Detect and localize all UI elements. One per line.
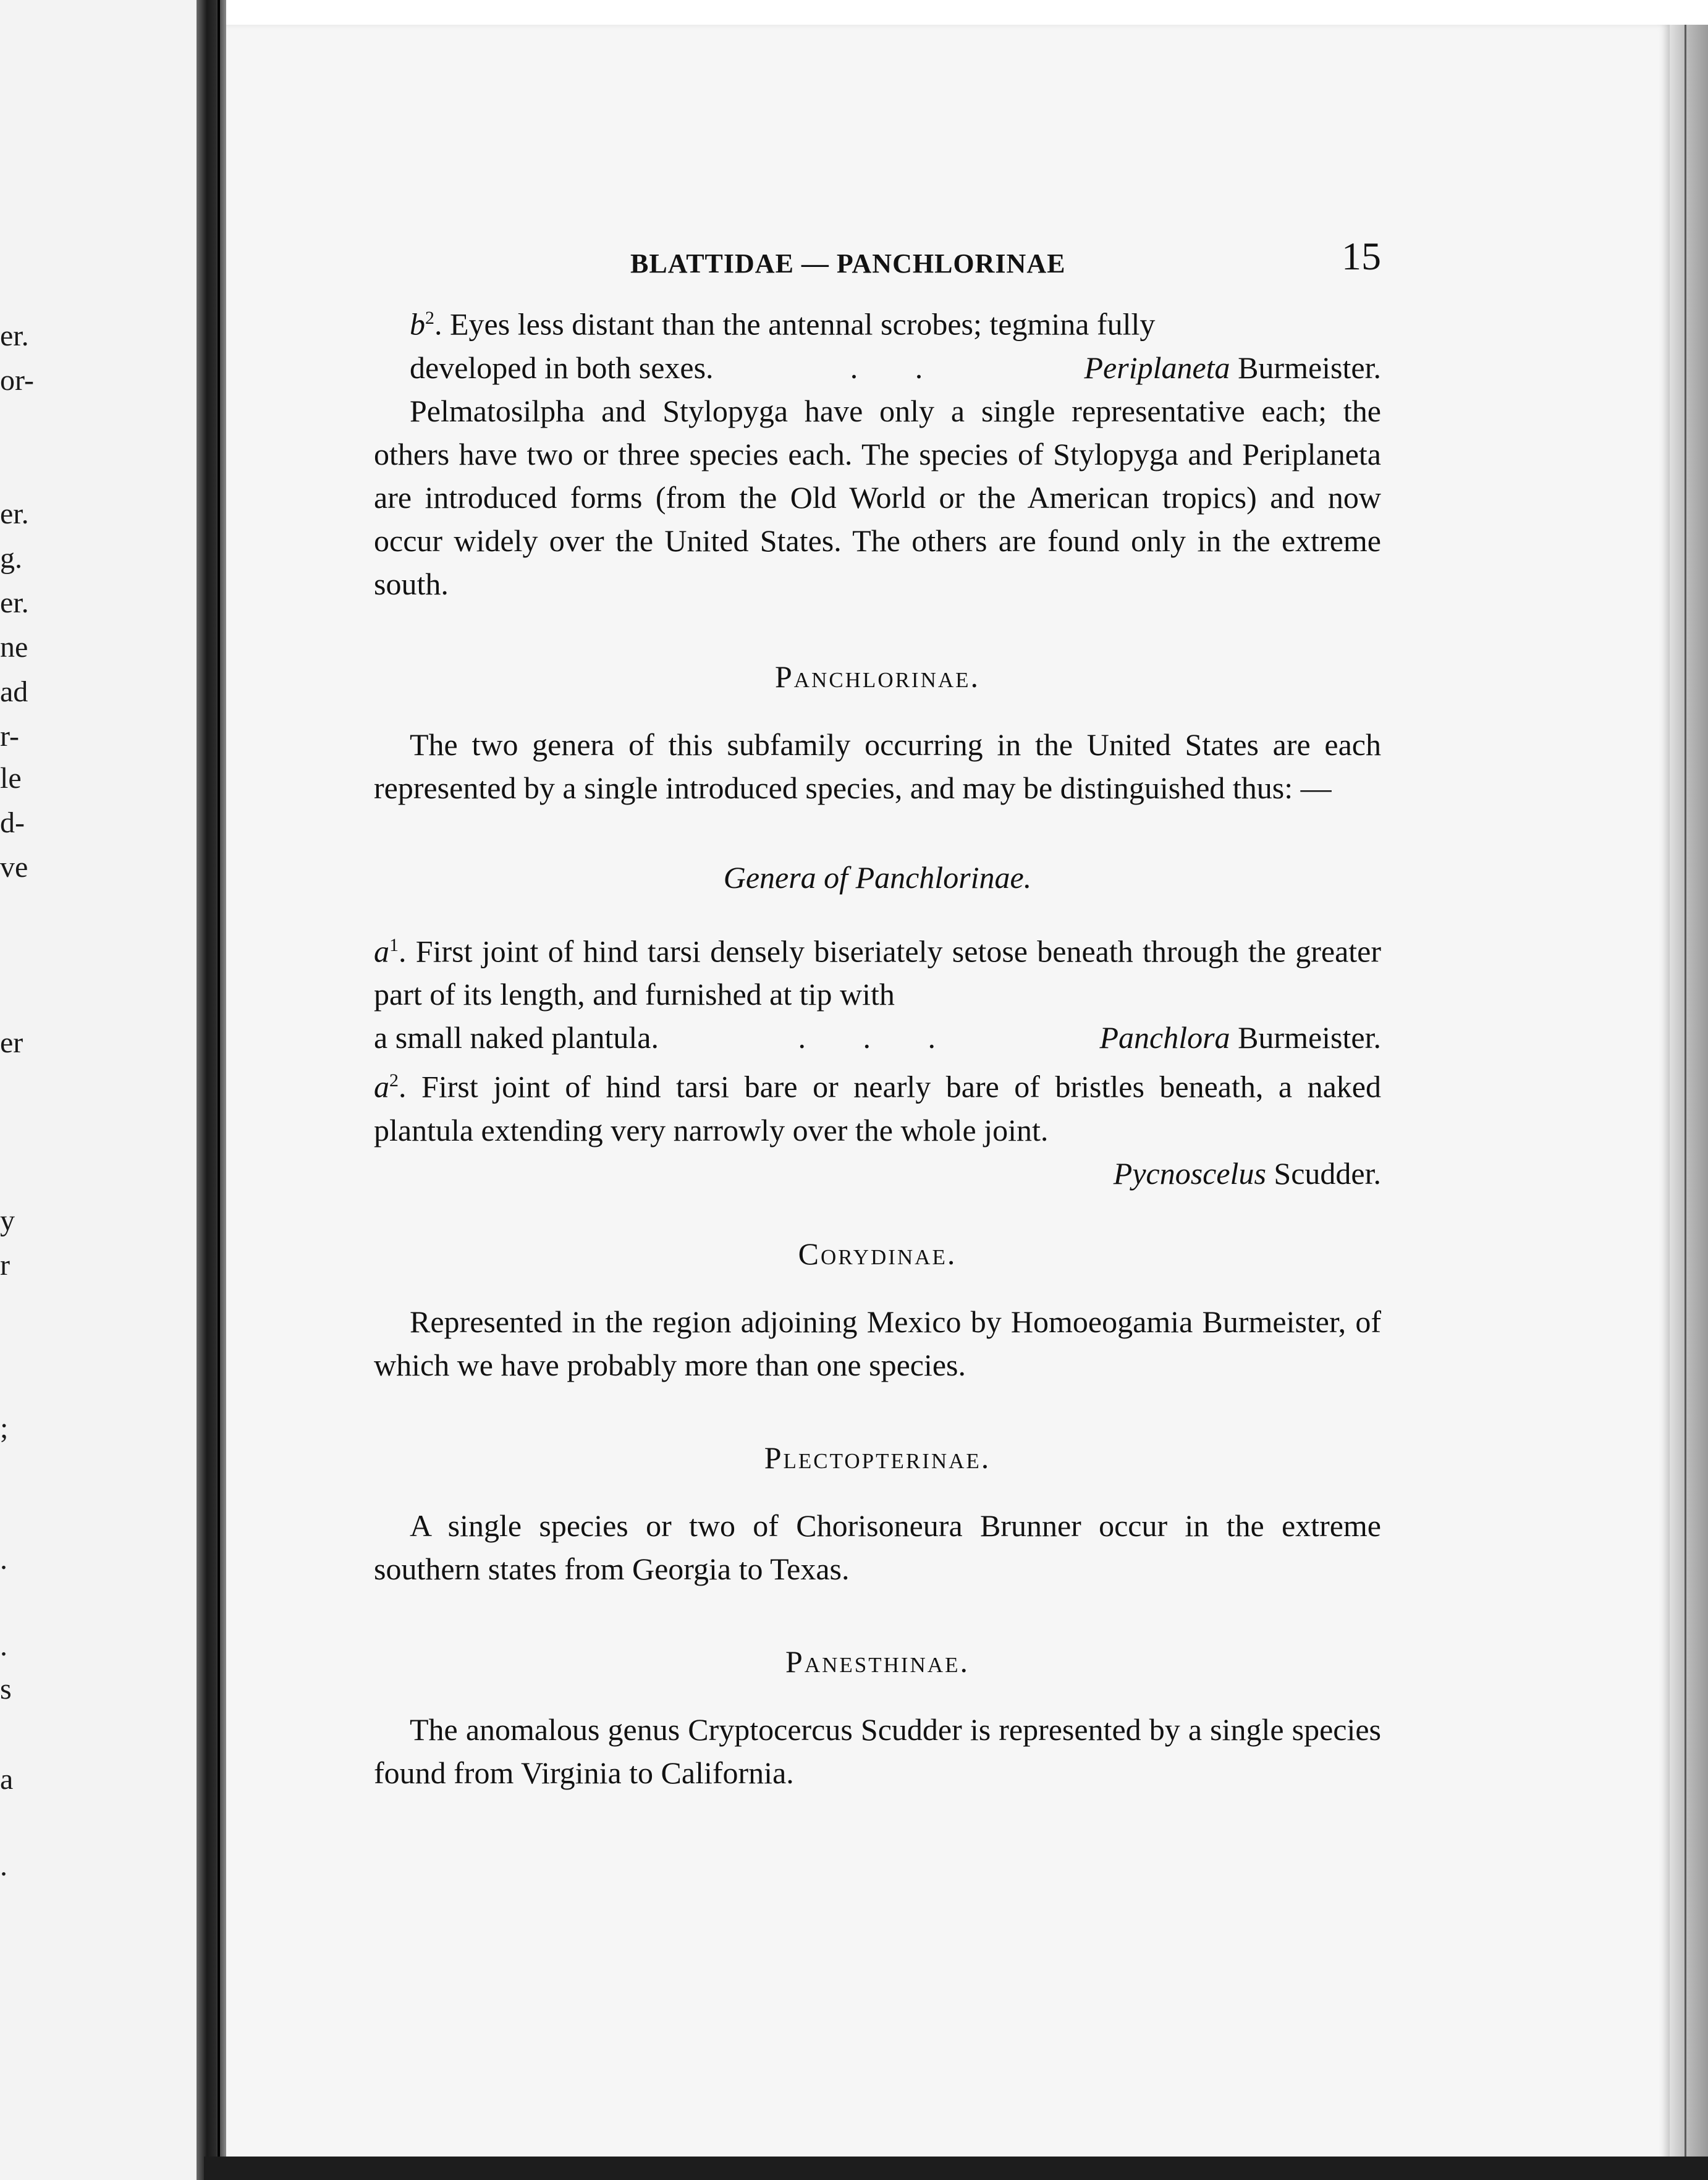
page-number: 15 — [1342, 234, 1381, 278]
genus-name: Panchlora — [1099, 1020, 1230, 1055]
scan-border — [204, 2157, 1708, 2180]
facing-fragment: . — [0, 1629, 7, 1662]
facing-page-text — [0, 0, 204, 2180]
facing-fragment: ne — [0, 631, 28, 664]
facing-fragment: r — [0, 1249, 10, 1282]
facing-fragment: er. — [0, 497, 29, 530]
book-gutter — [197, 0, 226, 2180]
facing-fragment: g. — [0, 542, 22, 575]
genus-name: Periplaneta — [1084, 350, 1230, 385]
facing-fragment: ad — [0, 675, 28, 708]
facing-fragment: s — [0, 1673, 12, 1705]
key-label-sup: 2 — [425, 308, 434, 328]
key-label: a — [374, 934, 389, 969]
facing-page — [0, 0, 204, 2180]
facing-fragment: ve — [0, 851, 28, 884]
key-text: . First joint of hind tarsi densely biseriately setose beneath through the greater part of its length, and furnished at tip with — [374, 934, 1381, 1012]
key-entry-a1 — [374, 924, 1381, 1060]
author-name: Burmeister. — [1238, 350, 1381, 385]
facing-fragment: er. — [0, 586, 29, 619]
facing-fragment: le — [0, 762, 22, 795]
leader-dots: . . — [850, 350, 948, 385]
key-result — [1099, 1016, 1381, 1059]
key-title: Genera of Panchlorinae. — [723, 860, 1032, 895]
key-label: a — [374, 1069, 389, 1104]
facing-fragment: or- — [0, 364, 35, 397]
paragraph: Pelmatosilpha and Stylopyga have only a single representative each; the others have two or three species each. The species of Stylopyga and Periplaneta are introduced forms (from the Old World or the American tropics) and now occur widely over the United States. The others are found only in the extreme south. — [374, 393, 1381, 601]
genus-name: Pycnoscelus — [1113, 1155, 1266, 1191]
key-a1-last — [374, 1016, 1381, 1059]
leader-dots: . . . — [798, 1020, 960, 1055]
paragraph: The anomalous genus Cryptocercus Scudder is represented by a single species found from Virginia to California. — [374, 1712, 1381, 1790]
facing-fragment: . — [0, 1849, 7, 1882]
key-a2-text — [374, 1059, 1381, 1152]
key-text-lead: developed in both sexes. — [410, 350, 714, 385]
key-b2-line1 — [374, 297, 1381, 346]
facing-fragment: d- — [0, 806, 25, 839]
key-text-lead: a small naked plantula. — [374, 1020, 659, 1055]
section-heading-plectopterinae: Plectopterinae. — [764, 1440, 991, 1475]
paragraph: The two genera of this subfamily occurring in the United States are each represented by a single introduced species, and may be distinguished thus: — — [374, 727, 1381, 805]
key-result — [1084, 346, 1381, 389]
facing-fragment: r- — [0, 720, 20, 753]
section-heading-panchlorinae: Panchlorinae. — [774, 659, 981, 694]
facing-fragment: er. — [0, 319, 29, 352]
page-content — [374, 235, 1381, 1794]
gutter-line — [218, 0, 220, 2180]
key-text: . First joint of hind tarsi bare or nearly bare of bristles beneath, a naked plantula extending very narrowly over the whole joint. — [374, 1069, 1381, 1147]
key-label-sup: 2 — [389, 1070, 399, 1091]
key-entry-b2 — [374, 297, 1381, 389]
key-a2-result — [374, 1152, 1381, 1195]
page-header — [374, 235, 1381, 284]
facing-fragment: a — [0, 1763, 14, 1796]
author-name: Scudder. — [1274, 1155, 1381, 1191]
facing-fragment: er — [0, 1026, 23, 1059]
running-head: BLATTIDAE — PANCHLORINAE — [630, 248, 1066, 279]
paragraph: A single species or two of Chorisoneura Brunner occur in the extreme southern states from Georgia to Texas. — [374, 1508, 1381, 1586]
facing-fragment: y — [0, 1204, 15, 1237]
key-b2-line2 — [374, 346, 1381, 389]
facing-fragment: ; — [0, 1412, 9, 1445]
key-label-sup: 1 — [389, 934, 399, 955]
key-text: . Eyes less distant than the antennal scrobes; tegmina fully — [434, 306, 1156, 342]
facing-fragment: . — [0, 1543, 7, 1576]
paragraph: Represented in the region adjoining Mexico by Homoeogamia Burmeister, of which we have probably more than one species. — [374, 1304, 1381, 1382]
author-name: Burmeister. — [1238, 1020, 1381, 1055]
key-label: b — [410, 306, 425, 342]
key-entry-a2 — [374, 1059, 1381, 1195]
section-heading-corydinae: Corydinae. — [798, 1236, 957, 1271]
key-a1-text — [374, 924, 1381, 1016]
page-edge — [1670, 25, 1708, 2180]
section-heading-panesthinae: Panesthinae. — [785, 1644, 970, 1679]
